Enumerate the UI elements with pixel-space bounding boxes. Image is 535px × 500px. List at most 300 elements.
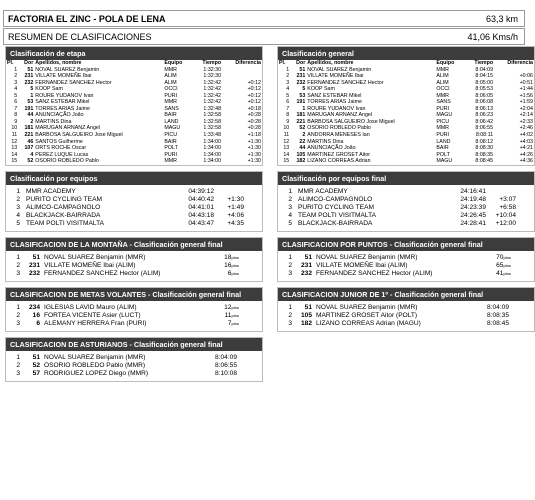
time: 04:43:18: [188, 211, 214, 219]
gap-cell: +0:28: [247, 125, 261, 132]
team-classification-final: [277, 171, 535, 232]
time-cell: 8:06:55: [475, 125, 494, 132]
rider-name-cell: TORRES ARIAS Jaime: [35, 105, 90, 112]
list-item: [282, 312, 534, 320]
team-cell: PICU: [164, 132, 178, 139]
list-item: [10, 270, 262, 278]
gap-cell: +0:06: [519, 73, 533, 80]
bib-cell: 53: [299, 92, 306, 99]
bib-cell: 221: [24, 132, 34, 139]
general-table: [278, 60, 534, 165]
position: 4: [16, 211, 20, 219]
position: 5: [16, 219, 20, 227]
gap: +3:07: [499, 195, 516, 203]
time-cell: 1:32:42: [203, 86, 222, 93]
position: 5: [288, 219, 292, 227]
rider-name: IGLESIAS LAVID Mauro (ALIM): [44, 303, 137, 311]
gap-cell: +2:04: [519, 105, 533, 112]
bib-cell: 181: [296, 112, 306, 119]
points-unit: ptos: [503, 270, 511, 276]
position: 2: [16, 261, 20, 269]
position: 1: [16, 187, 20, 195]
position-cell: 1: [14, 66, 18, 73]
gap-cell: +0:12: [247, 79, 261, 86]
team-cell: LAND: [436, 138, 451, 145]
time: 24:16:41: [460, 187, 486, 195]
time-cell: 1:32:58: [203, 125, 222, 132]
position-cell: 8: [14, 112, 18, 119]
position-cell: 14: [283, 151, 290, 158]
position: 3: [16, 319, 20, 327]
team-name: TEAM POLTI VISITMALTA: [298, 211, 377, 219]
position-cell: 7: [14, 105, 18, 112]
rider-name-cell: MARUGAN ARNANZ Angel: [35, 125, 101, 132]
bib-cell: 232: [24, 79, 34, 86]
gap-cell: +4:36: [519, 158, 533, 165]
list-item: [10, 362, 262, 370]
team-cell: ALIM: [164, 79, 177, 86]
list-item: [282, 262, 534, 270]
position: 4: [288, 211, 292, 219]
position-cell: 12: [11, 138, 18, 145]
bib-cell: 5: [302, 86, 306, 93]
team-cell: OCCI: [436, 86, 450, 93]
junior-list: [278, 301, 534, 331]
position-cell: 2: [14, 73, 18, 80]
points-value: 65: [496, 261, 504, 269]
points-value: 18: [224, 253, 232, 261]
team-cell: MAGU: [164, 125, 181, 132]
mountain-list: [6, 251, 262, 281]
position-cell: 4: [286, 86, 290, 93]
stage-table: [6, 60, 262, 165]
gap-header: Diferencia: [235, 60, 261, 66]
team-name: BLACKJACK-BAIRRADA: [298, 219, 373, 227]
team-name: PURITO CYCLING TEAM: [298, 203, 374, 211]
points: [471, 270, 511, 278]
gap-cell: +0:12: [247, 92, 261, 99]
gap-cell: +1:30: [247, 151, 261, 158]
time: 24:28:41: [460, 219, 486, 227]
team-cell: PICU: [436, 118, 450, 125]
time-cell: 1:32:42: [203, 79, 222, 86]
team-classification-title: Clasificación por equipos: [6, 172, 262, 185]
bib: 232: [300, 269, 312, 277]
gap: +6:58: [499, 203, 516, 211]
position: 3: [288, 203, 292, 211]
list-item: [10, 304, 262, 312]
right-column: [277, 46, 535, 337]
points-unit: ptos: [231, 320, 239, 326]
bib: 51: [32, 253, 40, 261]
points-unit: ptos: [503, 262, 511, 268]
time-header: Tiempo: [202, 60, 222, 66]
time-cell: 8:06:05: [475, 92, 494, 99]
points-value: 41: [496, 269, 504, 277]
position-cell: 3: [14, 79, 18, 86]
position: 1: [16, 303, 20, 311]
bib: 231: [300, 261, 312, 269]
rider-name: MARTINEZ GROSET Aitor (POLT): [316, 311, 418, 319]
time-cell: 1:32:58: [203, 112, 222, 119]
position: 2: [288, 195, 292, 203]
asturian-list: [6, 351, 262, 381]
bib-cell: 105: [296, 151, 306, 158]
race-header: [3, 10, 525, 27]
position-cell: 6: [286, 99, 290, 106]
position-cell: 9: [286, 118, 290, 125]
team-cell: ALIM: [436, 79, 449, 86]
rider-name-cell: VILLATE MOMEÑE Ibai: [35, 73, 92, 80]
gap: +10:04: [495, 211, 516, 219]
bib-cell: 191: [296, 99, 306, 106]
time-cell: 8:06:23: [475, 112, 494, 119]
team-name: MMR ACADEMY: [298, 187, 348, 195]
time: 24:26:45: [460, 211, 486, 219]
position-cell: 11: [11, 132, 18, 139]
position: 1: [16, 353, 20, 361]
position: 1: [288, 187, 292, 195]
gap: +4:35: [227, 219, 244, 227]
list-item: [10, 370, 262, 378]
bib-cell: 1: [30, 92, 34, 99]
gap: +1:49: [227, 203, 244, 211]
points: [199, 312, 239, 320]
gap-cell: +1:18: [247, 132, 261, 139]
rider-name: NOVAL SUAREZ Benjamin (MMR): [44, 253, 146, 261]
gap-cell: +2:46: [519, 125, 533, 132]
race-title: FACTORIA EL ZINC - POLA DE LENA: [8, 14, 166, 24]
bib: 231: [28, 261, 40, 269]
time-cell: 8:08:30: [475, 145, 494, 152]
time-header: Tiempo: [474, 60, 494, 66]
points-list: [278, 251, 534, 281]
points-value: 70: [496, 253, 504, 261]
rider-name-cell: MARTINS Dina: [307, 138, 344, 145]
time-cell: 1:32:42: [203, 92, 222, 99]
race-distance: 63,3 km: [485, 14, 518, 24]
position-cell: 13: [283, 145, 290, 152]
list-item: [10, 220, 262, 228]
team-cell: PURI: [164, 151, 178, 158]
rider-name-cell: MARUGAN ARNANZ Angel: [307, 112, 373, 119]
position: 2: [16, 311, 20, 319]
sprint-classification: [5, 287, 263, 332]
position: 3: [16, 269, 20, 277]
rider-name-cell: ORTS ROCHE Oscar: [35, 145, 87, 152]
bib-cell: 231: [296, 73, 306, 80]
team-name: ALIMCO-CAMPAGNOLO: [26, 203, 101, 211]
position-cell: 3: [286, 79, 290, 86]
position-cell: 4: [14, 86, 18, 93]
bib: 51: [304, 253, 312, 261]
rider-name-cell: OSORIO ROBLEDO Pablo: [35, 158, 99, 165]
bib: 105: [300, 311, 312, 319]
time-cell: 8:06:42: [475, 118, 494, 125]
points: [199, 270, 239, 278]
gap-cell: +4:03: [519, 138, 533, 145]
bib-cell: 231: [24, 73, 34, 80]
gap: +12:00: [495, 219, 516, 227]
rider-name-cell: MARTINEZ GROSET Aitor: [307, 151, 371, 158]
mountain-classification: [5, 237, 263, 282]
team-classification-final-title: Clasificación por equipos final: [278, 172, 534, 185]
list-item: [282, 204, 534, 212]
gap-cell: +2:33: [519, 118, 533, 125]
position-cell: 5: [286, 92, 290, 99]
points-value: 7: [227, 319, 232, 327]
bib-cell: 181: [24, 125, 34, 132]
position-cell: 6: [14, 99, 18, 106]
position-header: Pl.: [7, 60, 14, 66]
gap-cell: +1:30: [247, 158, 261, 165]
position: 1: [288, 303, 292, 311]
mountain-classification-title: CLASIFICACION DE LA MONTAÑA - Clasificación general final: [6, 238, 262, 251]
time: 8:08:45: [487, 319, 509, 327]
sprint-classification-title: CLASIFICACION DE METAS VOLANTES - Clasificación general final: [6, 288, 262, 301]
list-item: [10, 196, 262, 204]
list-item: [10, 204, 262, 212]
time-cell: 8:08:11: [475, 132, 494, 139]
rider-name-cell: KOOP Sam: [35, 86, 63, 93]
team-name: TEAM POLTI VISITMALTA: [26, 219, 105, 227]
time: 8:04:09: [215, 353, 237, 361]
team-cell: BAIR: [164, 138, 177, 145]
list-item: [10, 254, 262, 262]
time: 8:08:35: [487, 311, 509, 319]
time: 04:41:01: [188, 203, 214, 211]
bib-cell: 232: [296, 79, 306, 86]
position: 3: [16, 203, 20, 211]
gap-cell: +1:30: [247, 145, 261, 152]
points-value: 16: [224, 261, 232, 269]
rider-name: FERNANDEZ SANCHEZ Hector (ALIM): [316, 269, 433, 277]
gap: [486, 188, 516, 196]
rider-name-cell: NOVAL SUAREZ Benjamin: [35, 66, 100, 73]
team-cell: MMR: [436, 66, 450, 73]
general-classification-title: Clasificación general: [278, 47, 534, 60]
rider-name-cell: ROURE YUDANOV Ivan: [307, 105, 366, 112]
time-cell: 1:32:48: [203, 105, 222, 112]
time: 24:23:39: [460, 203, 486, 211]
position-cell: 12: [283, 138, 290, 145]
position: 3: [288, 269, 292, 277]
time-cell: 1:32:30: [203, 66, 222, 73]
points: [471, 262, 511, 270]
bib: 51: [304, 303, 312, 311]
rider-name: NOVAL SUAREZ Benjamin (MMR): [44, 353, 146, 361]
position-cell: 5: [14, 92, 18, 99]
asturian-classification-title: CLASIFICACION DE ASTURIANOS - Clasificación general final: [6, 338, 262, 351]
bib: 57: [32, 369, 40, 377]
rider-name: LIZANO CORREAS Adrian (MAGU): [316, 319, 421, 327]
summary-title: RESUMEN DE CLASIFICACIONES: [8, 32, 152, 42]
bib-cell: 22: [299, 138, 306, 145]
points-unit: ptos: [231, 262, 239, 268]
time-cell: 1:34:00: [203, 158, 222, 165]
team-name: ALIMCO-CAMPAGNOLO: [298, 195, 373, 203]
time-cell: 1:32:30: [203, 73, 222, 80]
list-item: [282, 220, 534, 228]
position-cell: 11: [283, 132, 290, 139]
list-item: [10, 320, 262, 328]
team-cell: POLT: [436, 151, 450, 158]
list-item: [10, 312, 262, 320]
bib: 234: [28, 303, 40, 311]
time-cell: 8:06:08: [475, 99, 494, 106]
rider-name-header: Apellidos, nombre: [35, 60, 82, 66]
gap: +1:30: [227, 195, 244, 203]
position: 2: [288, 261, 292, 269]
points-unit: ptos: [231, 254, 239, 260]
summary-header: [3, 28, 525, 45]
time-cell: 1:32:58: [203, 118, 222, 125]
rider-name-cell: FERNANDEZ SANCHEZ Hector: [35, 79, 112, 86]
team-cell: LAND: [164, 118, 179, 125]
team-cell: POLT: [164, 145, 178, 152]
bib: 52: [32, 361, 40, 369]
rider-name: FORTEA VICENTE Asier (LUCT): [44, 311, 141, 319]
rider-name: RODRIGUEZ LOPEZ Diego (MMR): [44, 369, 149, 377]
rider-name: ALEMANY HERRERA Fran (PURI): [44, 319, 147, 327]
bib-cell: 51: [27, 66, 34, 73]
bib-cell: 5: [30, 86, 34, 93]
bib: 51: [32, 353, 40, 361]
position-cell: 10: [11, 125, 18, 132]
position: 1: [288, 253, 292, 261]
bib-header: Dor: [296, 60, 306, 66]
position-cell: 13: [11, 145, 18, 152]
time: 8:10:08: [215, 369, 237, 377]
time: 24:19:48: [460, 195, 486, 203]
position-cell: 9: [14, 118, 18, 125]
bib: 182: [300, 319, 312, 327]
time-cell: 1:34:00: [203, 151, 222, 158]
bib-cell: 53: [27, 99, 34, 106]
table-row: [278, 158, 534, 165]
team-name: MMR ACADEMY: [26, 187, 76, 195]
time: 04:43:47: [188, 219, 214, 227]
rider-name-cell: ANUNCIAÇÃO João: [307, 145, 356, 152]
table-row: [6, 158, 262, 165]
points-unit: ptos: [231, 304, 239, 310]
points-value: 6: [227, 269, 232, 277]
bib-cell: 51: [299, 66, 306, 73]
bib-cell: 221: [296, 118, 306, 125]
bib-cell: 2: [30, 118, 34, 125]
bib: 16: [32, 311, 40, 319]
team-cell: MMR: [164, 99, 178, 106]
team-cell: SANS: [164, 105, 179, 112]
bib-cell: 2: [302, 132, 306, 139]
gap-cell: +1:56: [519, 92, 533, 99]
team-cell: SANS: [436, 99, 451, 106]
asturian-classification: [5, 337, 263, 382]
rider-name-cell: SANZ ESTEBAR Mikel: [35, 99, 90, 106]
time-cell: 8:08:45: [475, 158, 494, 165]
bib: 232: [28, 269, 40, 277]
bib-header: Dor: [24, 60, 34, 66]
gap-cell: +4:21: [519, 145, 533, 152]
position-cell: 10: [283, 125, 290, 132]
rider-name: OSORIO ROBLEDO Pablo (MMR): [44, 361, 146, 369]
rider-name-cell: KOOP Sam: [307, 86, 335, 93]
bib-cell: 4: [30, 151, 34, 158]
time-cell: 8:08:35: [475, 151, 494, 158]
time-cell: 8:08:12: [475, 138, 494, 145]
list-item: [10, 212, 262, 220]
team-name: PURITO CYCLING TEAM: [26, 195, 102, 203]
time-cell: 8:04:15: [475, 73, 494, 80]
position: 2: [16, 195, 20, 203]
team-cell: ALIM: [436, 73, 449, 80]
rider-name-cell: TORRES ARIAS Jaime: [307, 99, 362, 106]
time-cell: 8:05:53: [475, 86, 494, 93]
rider-name: VILLATE MOMEÑE Ibai (ALIM): [44, 261, 136, 269]
list-item: [282, 188, 534, 196]
points-classification-title: CLASIFICACION POR PUNTOS - Clasificación general final: [278, 238, 534, 251]
time-cell: 8:05:00: [475, 79, 494, 86]
time-cell: 8:04:09: [475, 66, 494, 73]
time-cell: 1:32:42: [203, 99, 222, 106]
position: 3: [288, 319, 292, 327]
team-cell: MAGU: [436, 112, 453, 119]
points-value: 11: [224, 311, 232, 319]
team-cell: MMR: [436, 92, 450, 99]
time: 8:04:09: [487, 303, 509, 311]
points: [199, 320, 239, 328]
gap-cell: +0:28: [247, 112, 261, 119]
rider-name-cell: ROURE YUDANOV Ivan: [35, 92, 94, 99]
team-cell: PURI: [436, 132, 450, 139]
list-item: [282, 196, 534, 204]
rider-name: NOVAL SUAREZ Benjamin (MMR): [316, 303, 418, 311]
general-classification: [277, 46, 535, 166]
rider-name-cell: BARBOSA SALGUEIRO Jose Miguel: [35, 132, 123, 139]
position-cell: 8: [286, 112, 290, 119]
rider-name-header: Apellidos, nombre: [307, 60, 354, 66]
stage-classification: [5, 46, 263, 166]
bib-cell: 44: [27, 112, 34, 119]
rider-name-cell: VILLATE MOMEÑE Ibai: [307, 73, 364, 80]
list-item: [282, 270, 534, 278]
junior-classification: [277, 287, 535, 332]
points: [199, 304, 239, 312]
rider-name-cell: PEREZ LUQUE Lucas: [35, 151, 89, 158]
gap: [214, 188, 244, 196]
gap-cell: +4:02: [519, 132, 533, 139]
position-cell: 15: [11, 158, 18, 165]
position-header: Pl.: [279, 60, 286, 66]
position: 2: [16, 361, 20, 369]
bib-cell: 46: [27, 138, 34, 145]
gap-cell: +0:18: [247, 105, 261, 112]
list-item: [282, 212, 534, 220]
list-item: [282, 304, 534, 312]
rider-name: FERNANDEZ SANCHEZ Hector (ALIM): [44, 269, 161, 277]
list-item: [282, 320, 534, 328]
time-cell: 8:06:13: [475, 105, 494, 112]
bib-cell: 52: [299, 125, 306, 132]
team-cell: MAGU: [436, 158, 453, 165]
team-list: [6, 185, 262, 231]
bib-cell: 44: [299, 145, 306, 152]
gap-cell: +0:51: [519, 79, 533, 86]
bib-cell: 182: [296, 158, 306, 165]
points: [471, 254, 511, 262]
time: 04:40:42: [188, 195, 214, 203]
bib-cell: 52: [27, 158, 34, 165]
